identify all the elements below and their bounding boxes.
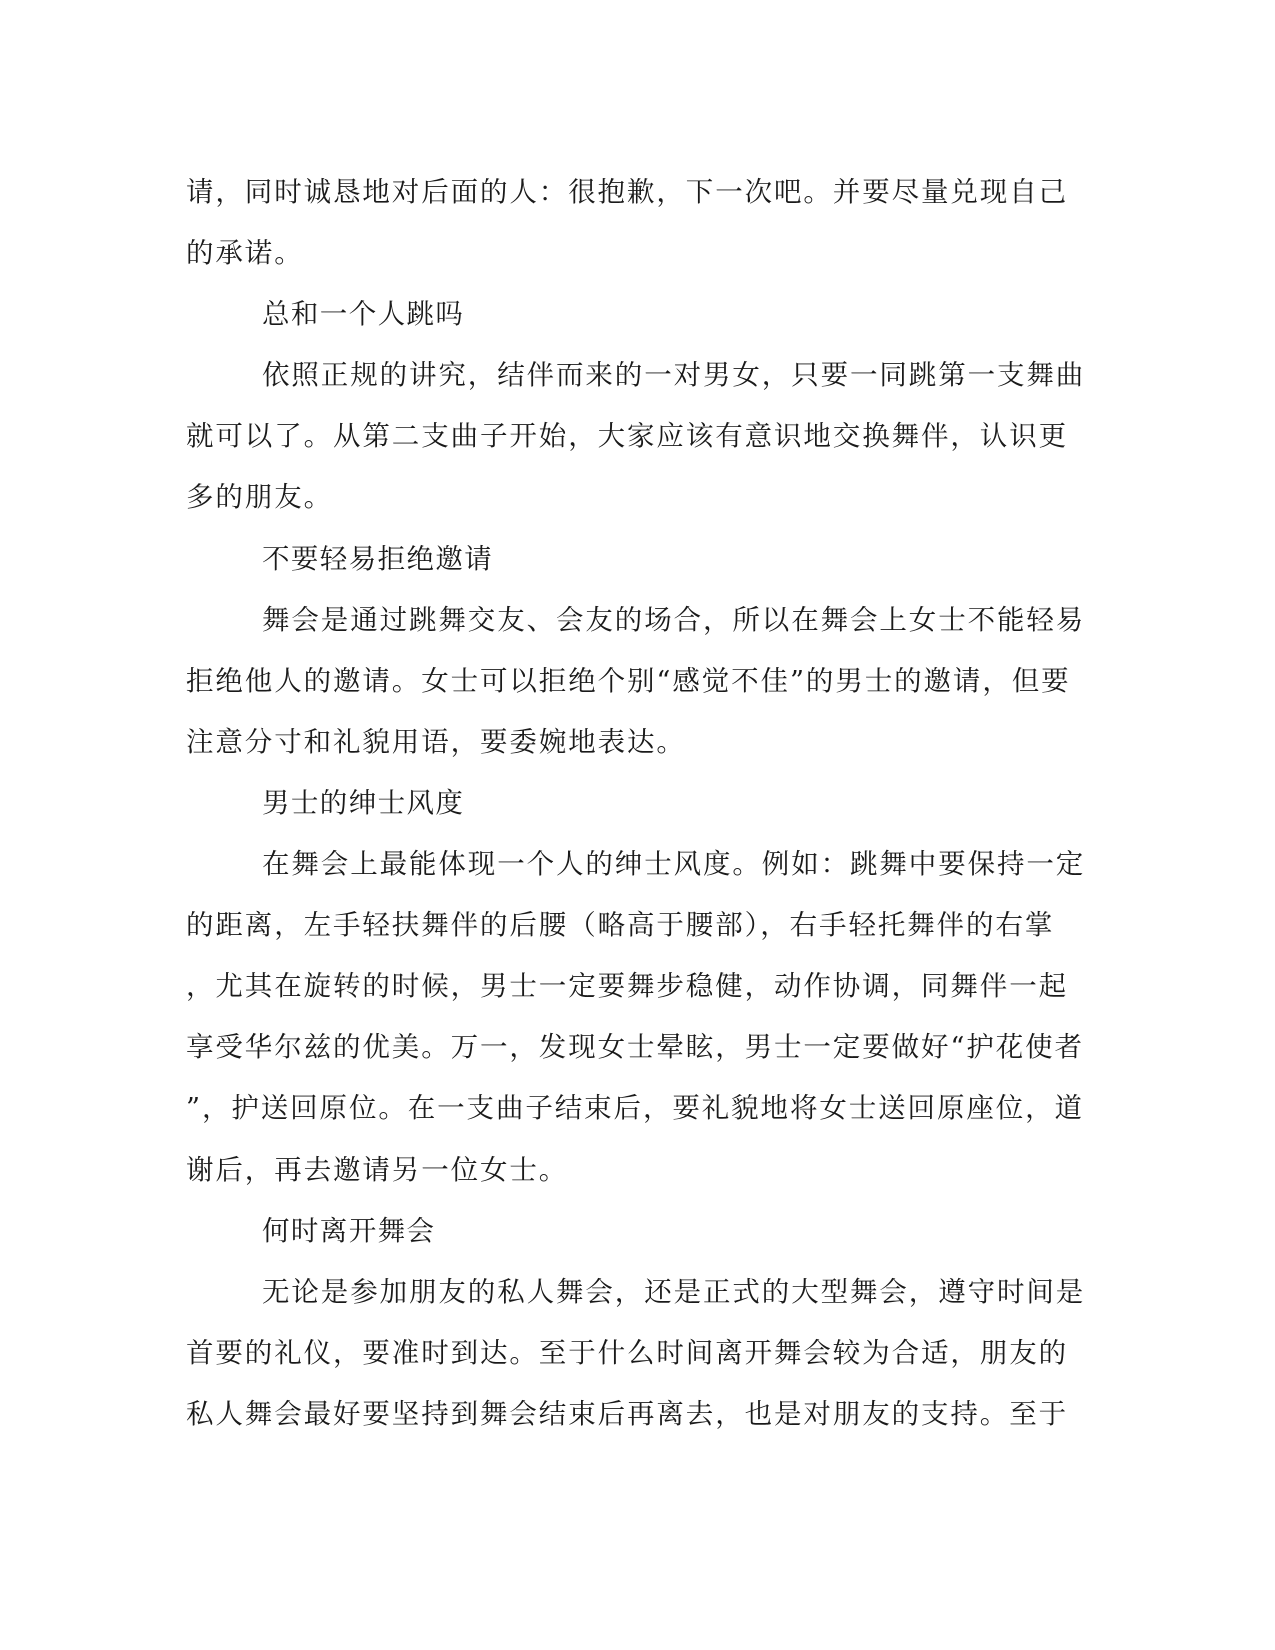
- body-line: ，尤其在旋转的时候，男士一定要舞步稳健，动作协调，同舞伴一起: [186, 970, 1068, 1003]
- body-line: 首要的礼仪，要准时到达。至于什么时间离开舞会较为合适，朋友的: [186, 1336, 1068, 1369]
- body-line: 依照正规的讲究，结伴而来的一对男女，只要一同跳第一支舞曲: [262, 359, 1086, 392]
- section-heading: 不要轻易拒绝邀请: [262, 542, 494, 575]
- body-line: 享受华尔兹的优美。万一，发现女士晕眩，男士一定要做好“护花使者: [186, 1031, 1084, 1064]
- body-line: 多的朋友。: [186, 481, 333, 514]
- body-line: 注意分寸和礼貌用语，要委婉地表达。: [186, 725, 686, 758]
- body-line: 拒绝他人的邀请。女士可以拒绝个别“感觉不佳”的男士的邀请，但要: [186, 664, 1071, 697]
- body-line: 在舞会上最能体现一个人的绅士风度。例如：跳舞中要保持一定: [262, 848, 1086, 881]
- body-line: 请，同时诚恳地对后面的人：很抱歉，下一次吧。并要尽量兑现自己: [186, 176, 1068, 208]
- body-line: 无论是参加朋友的私人舞会，还是正式的大型舞会，遵守时间是: [262, 1275, 1086, 1308]
- section-heading: 何时离开舞会: [262, 1214, 436, 1247]
- body-line: 的距离，左手轻扶舞伴的后腰（略高于腰部），右手轻托舞伴的右掌: [186, 909, 1055, 942]
- body-line: 私人舞会最好要坚持到舞会结束后再离去，也是对朋友的支持。至于: [186, 1397, 1068, 1430]
- body-line: 谢后，再去邀请另一位女士。: [186, 1153, 569, 1186]
- body-line: 的承诺。: [186, 237, 304, 270]
- section-heading: 男士的绅士风度: [262, 786, 465, 819]
- body-line: ”，护送回原位。在一支曲子结束后，要礼貌地将女士送回原座位，道: [186, 1092, 1084, 1125]
- document-body: [186, 162, 1086, 1445]
- body-line: 就可以了。从第二支曲子开始，大家应该有意识地交换舞伴，认识更: [186, 420, 1068, 453]
- body-line: 舞会是通过跳舞交友、会友的场合，所以在舞会上女士不能轻易: [262, 603, 1086, 636]
- section-heading: 总和一个人跳吗: [262, 298, 465, 331]
